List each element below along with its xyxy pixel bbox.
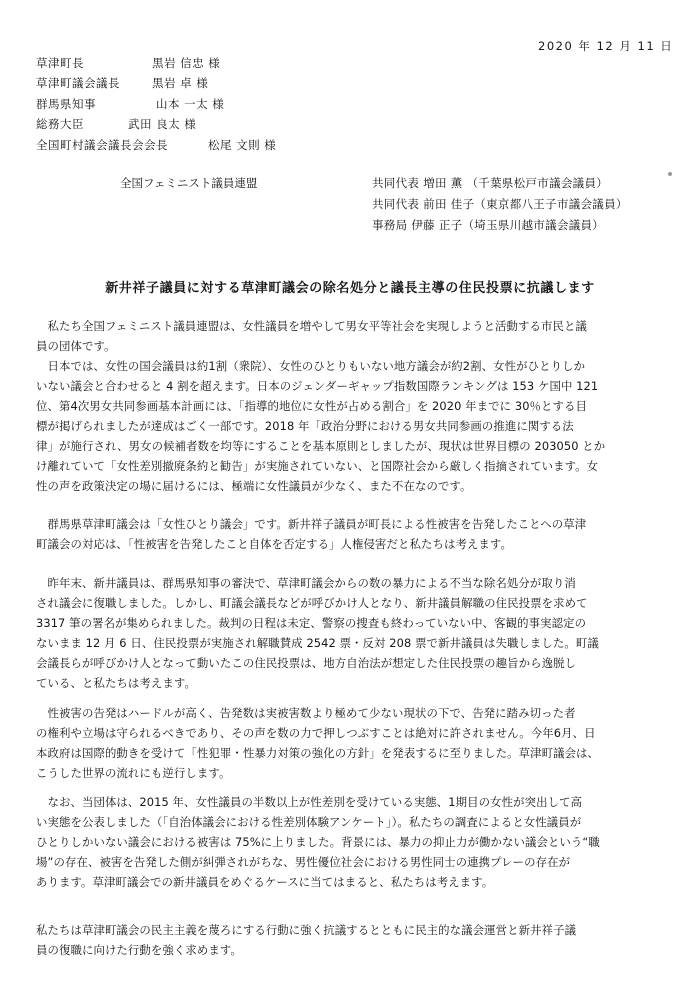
paragraph-6 (36, 920, 666, 960)
text-line: 群馬県草津町議会は「女性ひとり議会」です。新井祥子議員が町長による性被害を告発したことへの草津 (36, 517, 587, 531)
paragraph-4 (36, 703, 666, 783)
text-line: 私たち全国フェミニスト議員連盟は、女性議員を増やして男女平等社会を実現しようと活動する市民と議 (36, 319, 587, 333)
text-line: ないまま 12 月 6 日、住民投票が実施され解職賛成 2542 票・反対 208 票で新井議員は失職しました。町議 (36, 636, 599, 650)
text-line: 員の復職に向けた行動を強く求めます。 (36, 943, 242, 957)
text-line: 標が掲げられましたが達成はごく一部です。2018 年「政治分野における男女共同参画の推進に関する法 (36, 419, 574, 433)
addressee-name: 松尾 文則 様 (208, 138, 277, 152)
sender-organization: 全国フェミニスト議員連盟 (120, 176, 258, 190)
addressee-1 (36, 55, 221, 71)
text-line: 場”の存在、被害を告発した側が糾弾されがちな、男性優位社会における男性同士の連携プレーの存在が (36, 855, 571, 869)
text-line: 本政府は国際的動きを受けて「性犯罪・性暴力対策の強化の方針」を発表するに至りました。草津町議会は、 (36, 746, 600, 760)
text-line: 性被害の告発はハードルが高く、告発数は実被害数より極めて少ない現状の下で、告発に踏み切った者 (36, 706, 576, 720)
document-title: 新井祥子議員に対する草津町議会の除名処分と議長主導の住民投票に抗議します (105, 281, 595, 296)
addressee-role: 全国町村議会議長会会長 (36, 138, 168, 152)
addressee-name: 黒岩 信忠 様 (152, 56, 221, 70)
sender-representative: 共同代表 増田 薫 （千葉県松戸市議会議員） (372, 176, 609, 190)
paragraph-1 (36, 316, 666, 496)
text-line: 私たちは草津町議会の民主主義を蔑ろにする行動に強く抗議するとともに民主的な議会運営と新井祥子議 (36, 923, 577, 937)
text-line: いない議会と合わせると 4 割を超えます。日本のジェンダーギャップ指数国際ランキングは 153 ケ国中 121 (36, 379, 599, 393)
text-line: 日本では、女性の国会議員は約1割（衆院）、女性のひとりもいない地方議会が約2割、女性がひとりしか (36, 359, 586, 373)
addressee-role: 草津町議会議長 (36, 76, 120, 90)
addressee-5 (36, 137, 277, 153)
paragraph-3 (36, 573, 666, 693)
text-line: 位、第4次男女共同参画基本計画には、「指導的地位に女性が占める割合」を 2020 年までに 30％とする目 (36, 399, 587, 413)
text-line: なお、当団体は、2015 年、女性議員の半数以上が性差別を受けている実態、1期目の女性が突出して高 (36, 795, 583, 809)
text-line: 員の団体です。 (36, 339, 116, 353)
addressee-role: 草津町長 (36, 56, 84, 70)
addressee-4 (36, 116, 197, 132)
sender-representative: 共同代表 前田 佳子（東京都八王子市議会議員） (372, 197, 628, 211)
addressee-3 (36, 96, 225, 112)
text-line: ひとりしかいない議会における被害は 75%に上りました。背景には、暴力の抑止力が働かない議会という“職 (36, 835, 600, 849)
letter-date: 2020 年 12 月 11 日 (538, 39, 674, 53)
addressee-name: 武田 良太 様 (128, 117, 197, 131)
addressee-name: 黒岩 卓 様 (152, 76, 209, 90)
text-line: 律」が施行され、男女の候補者数を均等にすることを基本原則としましたが、現状は世界目標の 203050 とか (36, 439, 606, 453)
text-line: ている、と私たちは考えます。 (36, 676, 196, 690)
scan-speck (668, 172, 672, 176)
addressee-2 (36, 75, 209, 91)
paragraph-5 (36, 792, 666, 892)
text-line: 昨年末、新井議員は、群馬県知事の審決で、草津町議会からの数の暴力による不当な除名処分が取り消 (36, 576, 576, 590)
text-line: の権利や立場は守られるべきであり、その声を数の力で押しつぶすことは絶対に許されません。今年6月、日 (36, 726, 596, 740)
sender-secretariat: 事務局 伊藤 正子（埼玉県川越市議会議員） (372, 218, 605, 232)
addressee-role: 群馬県知事 (36, 97, 96, 111)
text-line: け離れていて「女性差別撤廃条約と勧告」が実施されていない、と国際社会から厳しく指摘されています。女 (36, 459, 599, 473)
paragraph-2 (36, 514, 666, 554)
addressee-role: 総務大臣 (36, 117, 84, 131)
text-line: され議会に復職しました。しかし、町議会議長などが呼びかけ人となり、新井議員解職の住民投票を求めて (36, 596, 588, 610)
text-line: い実態を公表しました（「自治体議会における性差別体験アンケート」）。私たちの調査によると女性議員が (36, 815, 582, 829)
text-line: 町議会の対応は、「性被害を告発したこと自体を否定する」人権侵害だと私たちは考えます。 (36, 537, 512, 551)
text-line: こうした世界の流れにも逆行します。 (36, 766, 231, 780)
text-line: 会議長らが呼びかけ人となって動いたこの住民投票は、地方自治法が想定した住民投票の趣旨から逸脱し (36, 656, 577, 670)
text-line: 性の声を政策決定の場に届けるには、極端に女性議員が少なく、また不在なのです。 (36, 479, 472, 493)
addressee-name: 山本 一太 様 (156, 97, 225, 111)
text-line: あります。草津町議会での新井議員をめぐるケースに当てはまると、私たちは考えます。 (36, 875, 494, 889)
text-line: 3317 筆の署名が集められました。裁判の日程は未定、警察の捜査も終わっていない中、客観的事実認定の (36, 616, 587, 630)
